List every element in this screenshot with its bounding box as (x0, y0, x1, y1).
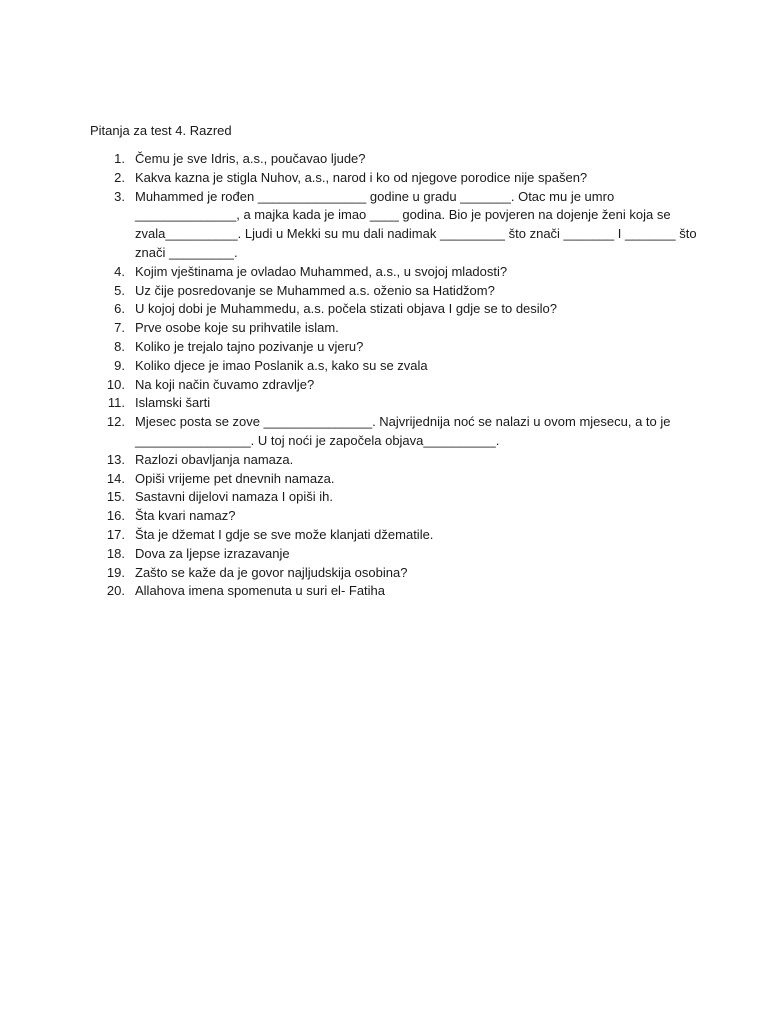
question-number: 10. (106, 376, 125, 392)
question-item (100, 376, 680, 395)
question-text-line: ________________. U toj noći je započela objava__________. (135, 432, 500, 448)
question-item (100, 169, 680, 188)
question-text-line: Čemu je sve Idris, a.s., poučavao ljude? (135, 151, 366, 166)
question-item (100, 338, 680, 357)
question-number: 20. (106, 583, 125, 599)
question-item (100, 263, 680, 282)
question-item (100, 564, 680, 583)
question-item (100, 300, 680, 319)
question-number: 3. (114, 188, 125, 204)
question-item (100, 488, 680, 507)
question-text-line: zvala__________. Ljudi u Mekki su mu dali nadimak _________ što znači _______ I _______ što (135, 226, 697, 242)
question-number: 15. (106, 489, 125, 505)
question-item (100, 319, 680, 338)
question-text (135, 451, 680, 470)
question-text-line: Mjesec posta se zove _______________. Najvrijednija noć se nalazi u ovom mjesecu, a to je (135, 414, 671, 430)
question-number: 4. (114, 263, 125, 279)
question-number: 2. (114, 169, 125, 185)
question-number: 12. (106, 414, 125, 430)
question-text-line: Opiši vrijeme pet dnevnih namaza. (135, 470, 335, 486)
question-number: 16. (106, 508, 125, 524)
question-text-line: Koliko je trejalo tajno pozivanje u vjeru? (135, 338, 364, 354)
question-number: 14. (106, 470, 125, 486)
question-text (135, 545, 680, 564)
question-text-line: znači _________. (135, 244, 238, 260)
question-item (100, 394, 680, 413)
question-text (135, 526, 680, 545)
question-item (100, 545, 680, 564)
question-number: 8. (114, 338, 125, 354)
question-number: 19. (106, 564, 125, 580)
question-text (135, 413, 680, 451)
question-text (135, 319, 680, 338)
question-number: 17. (106, 526, 125, 542)
question-list (100, 150, 697, 601)
question-text-line: Kojim vještinama je ovladao Muhammed, a.s., u svojoj mladosti? (135, 263, 508, 279)
document-title: Pitanja za test 4. Razred (90, 123, 232, 138)
question-item (100, 150, 680, 169)
question-text (135, 263, 680, 282)
question-text (135, 169, 680, 188)
question-text-line: Na koji način čuvamo zdravlje? (135, 376, 315, 392)
question-item (100, 357, 680, 376)
question-item (100, 470, 680, 489)
question-item (100, 413, 680, 451)
question-text (135, 470, 680, 489)
question-item (100, 188, 697, 263)
question-number: 6. (114, 301, 125, 317)
question-number: 13. (106, 451, 125, 467)
question-item (100, 451, 680, 470)
question-text-line: Uz čije posredovanje se Muhammed a.s. oženio sa Hatidžom? (135, 282, 495, 298)
question-text-line: Allahova imena spomenuta u suri el- Fatiha (135, 583, 386, 599)
question-text-line: Razlozi obavljanja namaza. (135, 451, 294, 467)
question-text (135, 300, 680, 319)
question-number: 18. (106, 545, 125, 561)
question-text (135, 357, 680, 376)
question-text (135, 188, 697, 263)
question-item (100, 507, 680, 526)
question-text (135, 394, 680, 413)
question-number: 1. (114, 151, 125, 166)
question-text-line: Sastavni dijelovi namaza I opiši ih. (135, 489, 333, 505)
question-text-line: Kakva kazna je stigla Nuhov, a.s., narod i ko od njegove porodice nije spašen? (135, 169, 588, 185)
question-text-line: Dova za ljepse izrazavanje (135, 545, 290, 561)
question-text-line: U kojoj dobi je Muhammedu, a.s. počela stizati objava I gdje se to desilo? (135, 301, 558, 317)
question-item (100, 282, 680, 301)
question-text-line: Koliko djece je imao Poslanik a.s, kako su se zvala (135, 357, 428, 373)
question-item (100, 526, 680, 545)
question-text-line: ______________, a majka kada je imao ____ godina. Bio je povjeren na dojenje ženi koja se (135, 207, 671, 223)
question-text (135, 582, 680, 601)
question-text-line: Muhammed je rođen _______________ godine u gradu _______. Otac mu je umro (135, 188, 615, 204)
question-text-line: Zašto se kaže da je govor najljudskija osobina? (135, 564, 408, 580)
question-text (135, 338, 680, 357)
question-number: 5. (114, 282, 125, 298)
question-text-line: Islamski šarti (135, 395, 211, 411)
question-number: 9. (114, 357, 125, 373)
question-text (135, 150, 680, 169)
question-text (135, 488, 680, 507)
question-number: 11. (107, 395, 125, 411)
question-number: 7. (114, 320, 125, 336)
question-text (135, 507, 680, 526)
question-text (135, 282, 680, 301)
question-text-line: Prve osobe koje su prihvatile islam. (135, 320, 339, 336)
question-text-line: Šta kvari namaz? (135, 508, 236, 524)
question-text (135, 564, 680, 583)
question-item (100, 582, 680, 601)
question-text (135, 376, 680, 395)
question-text-line: Šta je džemat I gdje se sve može klanjati džematile. (135, 526, 434, 542)
